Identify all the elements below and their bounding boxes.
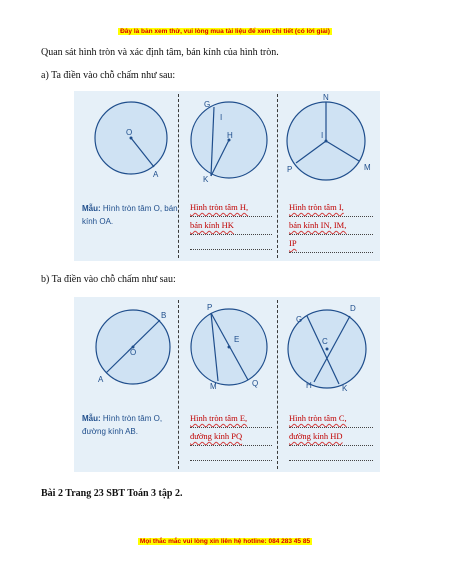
label-o: O bbox=[126, 128, 133, 137]
column-divider bbox=[277, 300, 278, 469]
dotted-line bbox=[190, 460, 272, 461]
part-b-prompt: b) Ta điền vào chỗ chấm như sau: bbox=[41, 274, 176, 285]
sample-text: Hình tròn tâm O, đường kính AB. bbox=[82, 414, 163, 436]
preview-notice-banner bbox=[0, 28, 450, 35]
answer-line: Hình tròn tâm H, bbox=[190, 199, 272, 217]
point-e bbox=[228, 346, 231, 349]
answer-line: Hình tròn tâm I, bbox=[289, 199, 373, 217]
sample-answer-a bbox=[82, 202, 178, 228]
label-m: M bbox=[364, 163, 371, 172]
label-k: K bbox=[203, 175, 209, 184]
part-a-prompt: a) Ta điền vào chỗ chấm như sau: bbox=[41, 70, 176, 81]
label-h: H bbox=[227, 131, 233, 140]
intro-text: Quan sát hình tròn và xác định tâm, bán kính của hình tròn. bbox=[41, 47, 279, 58]
label-e: E bbox=[234, 335, 240, 344]
answer-column-2 bbox=[190, 199, 272, 235]
label-q: Q bbox=[252, 379, 259, 388]
column-divider bbox=[178, 300, 179, 469]
exercise-panel-a bbox=[74, 91, 380, 261]
dotted-line bbox=[289, 460, 373, 461]
exercise-panel-b bbox=[74, 297, 380, 472]
label-n: N bbox=[323, 93, 329, 102]
sample-label: Mẫu: bbox=[82, 204, 101, 213]
label-i: I bbox=[220, 113, 223, 122]
answer-column-3 bbox=[289, 199, 373, 253]
point-i bbox=[325, 140, 328, 143]
sample-label: Mẫu: bbox=[82, 414, 101, 423]
dotted-line bbox=[190, 249, 272, 250]
answer-line: Hình tròn tâm C, bbox=[289, 410, 373, 428]
label-g: G bbox=[204, 100, 211, 109]
label-d: D bbox=[350, 304, 356, 313]
answer-line: đường kính HD bbox=[289, 428, 373, 446]
label-p: P bbox=[207, 303, 213, 312]
label-a: A bbox=[153, 170, 159, 179]
label-h: H bbox=[306, 381, 312, 390]
next-exercise-heading: Bài 2 Trang 23 SBT Toán 3 tập 2. bbox=[41, 488, 183, 499]
hotline-banner bbox=[0, 538, 450, 545]
label-p: P bbox=[287, 165, 293, 174]
answer-line: bán kính IN, IM, bbox=[289, 217, 373, 235]
label-a: A bbox=[98, 375, 104, 384]
label-c: C bbox=[322, 337, 328, 346]
label-b: B bbox=[161, 311, 167, 320]
point-c bbox=[326, 348, 329, 351]
answer-line: bán kính HK bbox=[190, 217, 272, 235]
sample-text: Hình tròn tâm O, bán kính OA. bbox=[82, 204, 178, 226]
column-divider bbox=[277, 94, 278, 258]
label-m: M bbox=[210, 382, 217, 391]
answer-column-2 bbox=[190, 410, 272, 446]
answer-line: đường kính PQ bbox=[190, 428, 272, 446]
label-i2: I bbox=[321, 131, 324, 140]
answer-line: Hình tròn tâm E, bbox=[190, 410, 272, 428]
preview-notice-text: Đây là bản xem thử, vui lòng mua tài liệu để xem chi tiết (có lời giải) bbox=[120, 28, 330, 35]
hotline-text: Mọi thắc mắc vui lòng xin liên hệ hotline: 084 283 45 85 bbox=[139, 538, 311, 545]
label-o: O bbox=[130, 348, 137, 357]
label-k: K bbox=[342, 384, 348, 393]
answer-column-3 bbox=[289, 410, 373, 446]
column-divider bbox=[178, 94, 179, 258]
label-g: G bbox=[296, 315, 303, 324]
answer-line: IP bbox=[289, 235, 373, 253]
sample-answer-b bbox=[82, 412, 178, 438]
